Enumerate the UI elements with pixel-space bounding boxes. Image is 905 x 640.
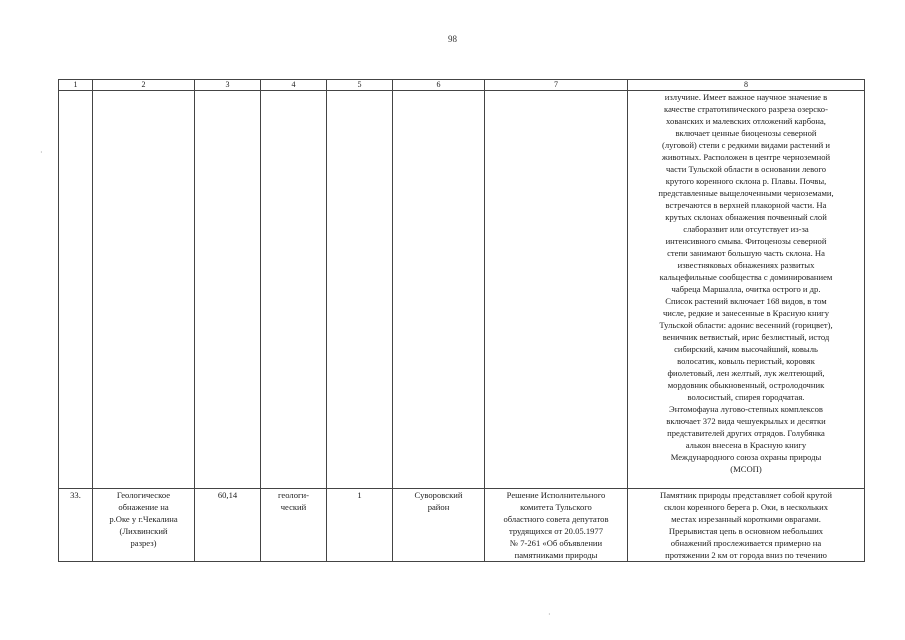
- entry-number: 33.: [59, 489, 93, 562]
- cell-empty: [393, 91, 485, 489]
- site-area: 60,14: [195, 489, 261, 562]
- column-header-4: 4: [261, 80, 327, 91]
- site-profile: геологи- ческий: [261, 489, 327, 562]
- column-header-2: 2: [93, 80, 195, 91]
- column-header-1: 1: [59, 80, 93, 91]
- column-header-6: 6: [393, 80, 485, 91]
- scan-dot: ·: [548, 610, 551, 619]
- cell-empty: [261, 91, 327, 489]
- description-continuation: излучине. Имеет важное научное значение в качестве стратотипического разреза озерско- хованских и малевских отложений карбона, включает ценные биоценозы северной (луговой) степи с редкими видами растений и животных. Расположен в центре черноземной части Тульской области в основании левого крутого коренного склона р. Плавы. Почвы, представленные выщелоченными черноземами, встречаются в верхней плакорной части. На крутых склонах обнажения почвенный слой слаборазвит или отсутствует из-за интенсивного смыва. Фитоценозы северной степи занимают большую часть склона. На известняковых обнажениях развитых кальцефильные сообщества с доминированием чабреца Маршалла, очитка острого и др. Список растений включает 168 видов, в том числе, редкие и занесенные в Красную книгу Тульской области: адонис весенний (горицвет), веничник ветвистый, ирис безлистный, истод сибирский, качим высочайший, ковыль волосатик, ковыль перистый, коровяк фиолетовый, лен желтый, лук желтеющий, мордовник обыкновенный, остролодочник волосистый, спирея городчатая. Энтомофауна лугово-степных комплексов включает 372 вида чешуекрылых и десятки представителей других отрядов. Голубянка алькон внесена в Красную книгу Международного союза охраны природы (МСОП): [628, 91, 865, 489]
- table-row-continuation: [59, 91, 865, 489]
- scan-dot: ·: [40, 148, 43, 157]
- site-name: Геологическое обнажение на р.Оке у г.Чекалина (Лихвинский разрез): [93, 489, 195, 562]
- column-number-row: [59, 80, 865, 91]
- establishing-decision: Решение Исполнительного комитета Тульского областного совета депутатов трудящихся от 20.05.1977 № 7-261 «Об объявлении памятниками природы: [485, 489, 628, 562]
- cell-empty: [327, 91, 393, 489]
- site-district: Суворовский район: [393, 489, 485, 562]
- cell-empty: [93, 91, 195, 489]
- column-header-7: 7: [485, 80, 628, 91]
- cell-empty: [485, 91, 628, 489]
- column-header-8: 8: [628, 80, 865, 91]
- protected-sites-table: [58, 79, 865, 562]
- table-row-33: [59, 489, 865, 562]
- column-header-3: 3: [195, 80, 261, 91]
- cell-empty: [59, 91, 93, 489]
- page-number: 98: [448, 34, 457, 44]
- site-value: 1: [327, 489, 393, 562]
- column-header-5: 5: [327, 80, 393, 91]
- site-description: Памятник природы представляет собой крутой склон коренного берега р. Оки, в нескольких местах изрезанный короткими оврагами. Прерывистая цепь в основном небольших обнажений прослеживается примерно на протяжении 2 км от города вниз по течению: [628, 489, 865, 562]
- cell-empty: [195, 91, 261, 489]
